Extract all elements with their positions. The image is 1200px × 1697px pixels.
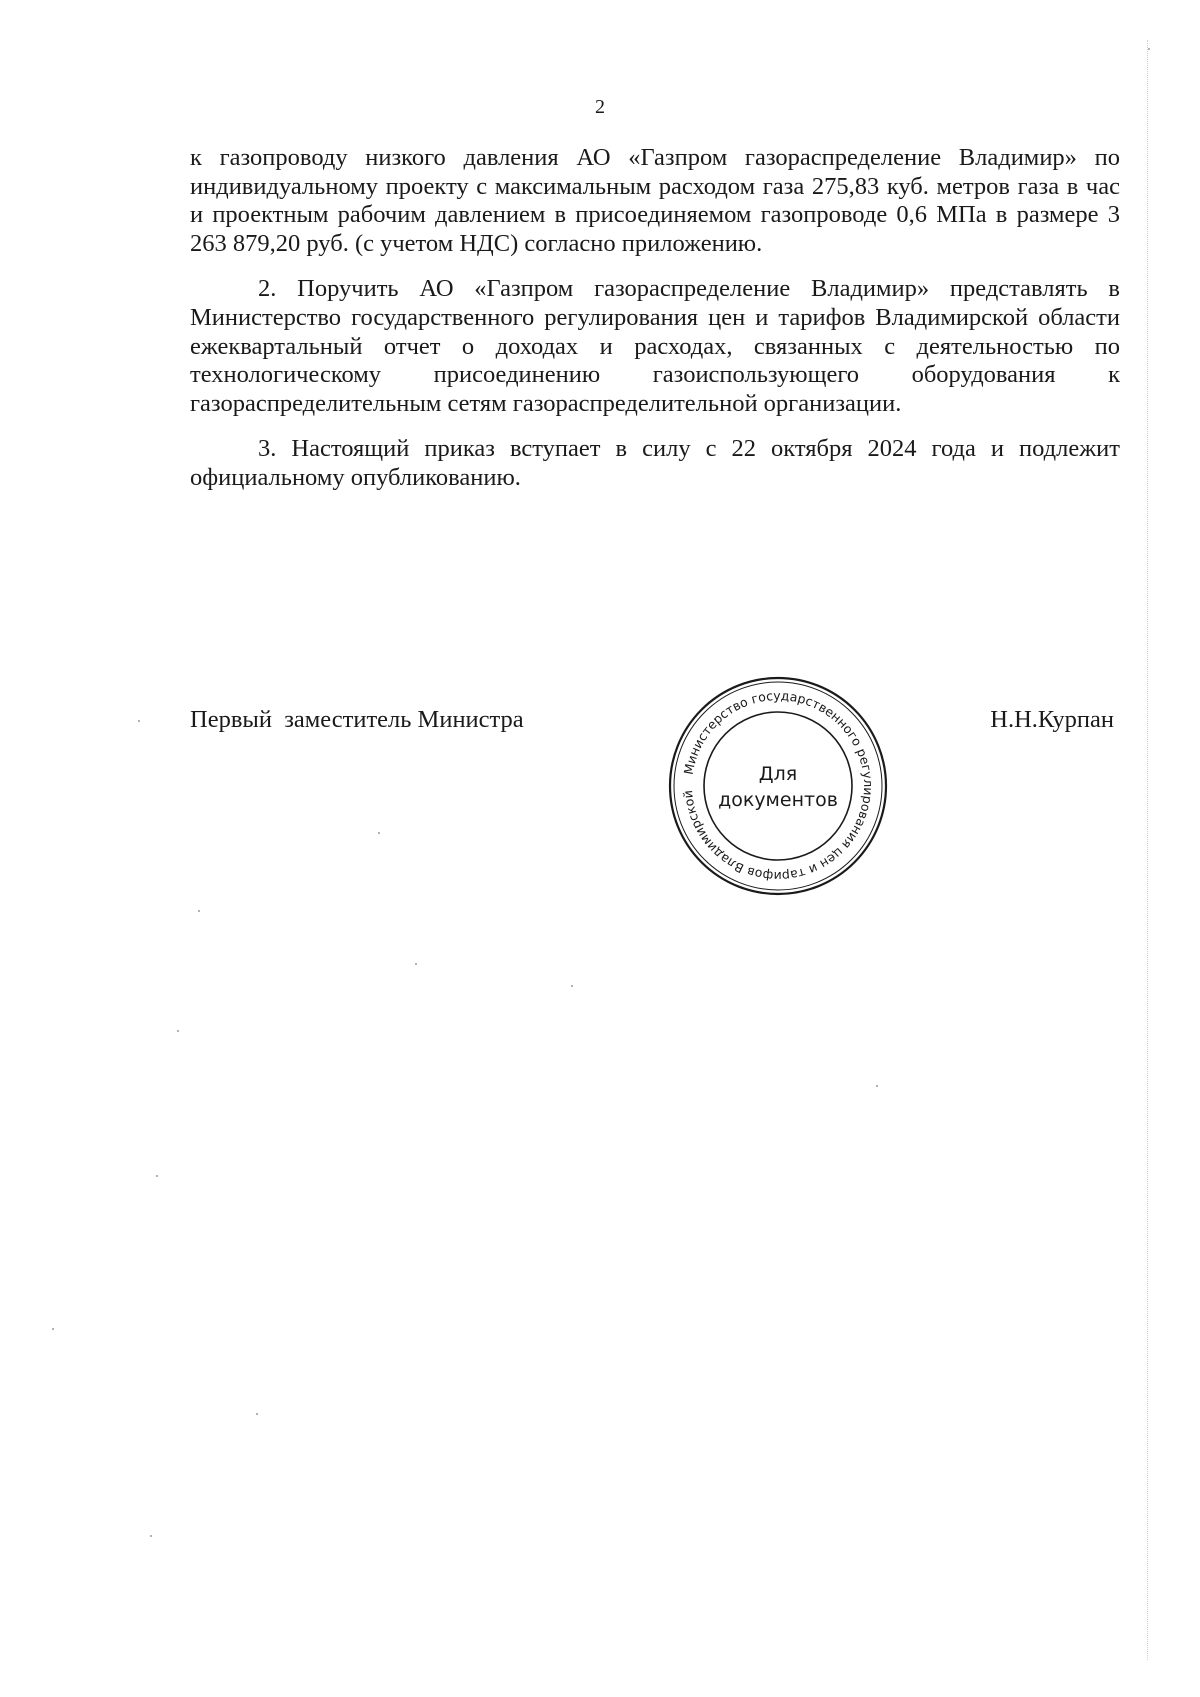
page-number: 2 (595, 96, 605, 118)
signatory-name: Н.Н.Курпан (990, 706, 1114, 733)
scan-speck (876, 1085, 878, 1087)
scan-margin-artifact (1146, 40, 1148, 1660)
stamp-center-line-1: Для (758, 763, 798, 785)
scan-speck (415, 963, 417, 965)
official-stamp (662, 670, 894, 902)
signature-block (190, 706, 1120, 740)
stamp-inner-ring (704, 712, 852, 860)
scan-speck (52, 1328, 54, 1330)
scan-speck (1148, 48, 1150, 50)
scan-speck (156, 1175, 158, 1177)
scan-speck (177, 1030, 179, 1032)
paragraph-item-2: 2. Поручить АО «Газпром газораспределение Владимир» представлять в Министерство государственного регулирования цен и тарифов Владимирской области ежеквартальный отчет о доходах и расходах, связанных с деятельностью по технологическому присоединению газоиспользующего оборудования к газораспределительным сетям газораспределительной организации. (190, 275, 1120, 417)
signatory-title: Первый заместитель Министра (190, 706, 524, 733)
stamp-outer-ring-thin (674, 682, 882, 890)
scan-speck (571, 985, 573, 987)
scan-speck (150, 1535, 152, 1537)
document-body (190, 144, 1120, 510)
stamp-center-line-2: документов (718, 789, 838, 811)
stamp-ring-text: Министерство государственного регулирования цен и тарифов Владимирской (680, 687, 877, 885)
scan-speck (138, 720, 140, 722)
paragraph-item-3: 3. Настоящий приказ вступает в силу с 22 октября 2024 года и подлежит официальному опубликованию. (190, 435, 1120, 491)
scan-speck (378, 832, 380, 834)
scan-speck (198, 910, 200, 912)
stamp-seal-graphic (662, 670, 894, 902)
paragraph-continuation: к газопроводу низкого давления АО «Газпром газораспределение Владимир» по индивидуальному проекту с максимальным расходом газа 275,83 куб. метров газа в час и проектным рабочим давлением в присоединяемом газопроводе 0,6 МПа в размере 3 263 879,20 руб. (с учетом НДС) согласно приложению. (190, 144, 1120, 257)
scan-speck (256, 1413, 258, 1415)
stamp-outer-ring (670, 678, 886, 894)
